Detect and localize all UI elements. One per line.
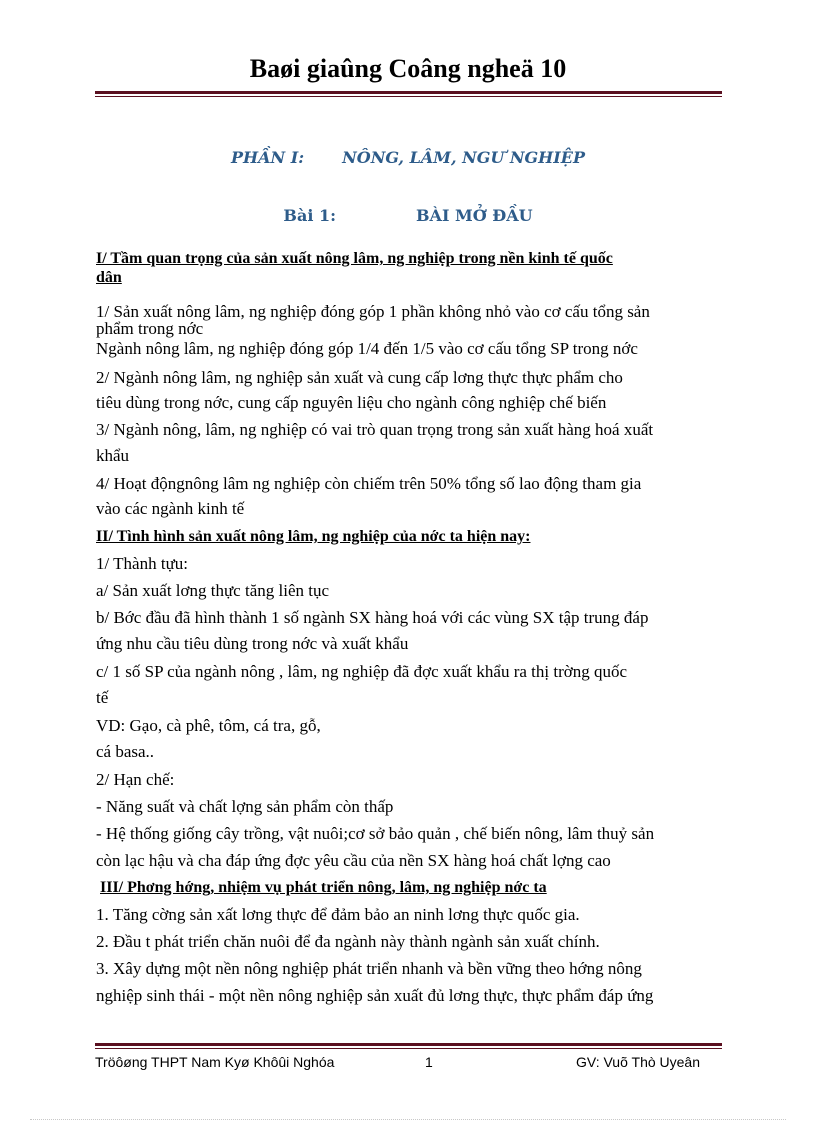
part-heading-title: NÔNG, LÂM, NGƯ NGHIỆP bbox=[342, 148, 586, 167]
section-heading: II/ Tình hình sản xuất nông lâm, ng nghiệp của nớc ta hiện nay: bbox=[96, 528, 531, 545]
section-heading-cont: dân bbox=[96, 269, 122, 286]
body-line: phẩm trong nớc bbox=[96, 319, 204, 338]
footer-rule-thick bbox=[95, 1043, 722, 1046]
lesson-heading-label: Bài 1: bbox=[283, 206, 336, 225]
body-line: cá basa.. bbox=[96, 742, 155, 761]
header-rule-thin bbox=[95, 96, 722, 97]
footer-teacher: GV: Vuõ Thò Uyeân bbox=[576, 1054, 700, 1070]
body-line: c/ 1 số SP của ngành nông , lâm, ng nghiệp đã đợc xuất khẩu ra thị trờng quốc bbox=[96, 662, 628, 681]
body-line: 2/ Hạn chế: bbox=[96, 770, 175, 789]
page-bottom-dotted-border bbox=[30, 1119, 786, 1120]
section-heading: I/ Tầm quan trọng của sản xuất nông lâm, ng nghiệp trong nền kinh tế quốc bbox=[96, 250, 613, 267]
page-header-title: Baøi giaûng Coâng ngheä 10 bbox=[249, 54, 567, 83]
body-line: tiêu dùng trong nớc, cung cấp nguyên liệu cho ngành công nghiệp chế biến bbox=[96, 393, 607, 412]
body-line: 1/ Sản xuất nông lâm, ng nghiệp đóng góp 1 phần không nhỏ vào cơ cấu tổng sản bbox=[96, 302, 650, 321]
body-line: Ngành nông lâm, ng nghiệp đóng góp 1/4 đến 1/5 vào cơ cấu tổng SP trong nớc bbox=[96, 339, 638, 358]
body-line: nghiệp sinh thái - một nền nông nghiệp sản xuất đủ lơng thực, thực phẩm đáp ứng bbox=[96, 986, 654, 1005]
body-line: vào các ngành kinh tế bbox=[96, 499, 245, 518]
body-line: còn lạc hậu và cha đáp ứng đợc yêu cầu của nền SX hàng hoá chất lợng cao bbox=[96, 851, 611, 870]
part-heading-label: PHẦN I: bbox=[230, 148, 305, 167]
footer-school: Tröôøng THPT Nam Kyø Khôûi Nghóa bbox=[95, 1054, 335, 1070]
footer-page-number: 1 bbox=[425, 1054, 433, 1070]
body-line: 2. Đầu t phát triển chăn nuôi để đa ngành này thành ngành sản xuất chính. bbox=[96, 932, 600, 951]
lesson-heading-title: BÀI MỞ ĐẦU bbox=[416, 206, 533, 225]
body-line: - Hệ thống giống cây trồng, vật nuôi;cơ sở bảo quản , chế biến nông, lâm thuỷ sản bbox=[96, 824, 655, 843]
body-line: 1/ Thành tựu: bbox=[96, 554, 189, 573]
section-heading: III/ Phơng hớng, nhiệm vụ phát triển nông, lâm, ng nghiệp nớc ta bbox=[100, 879, 547, 896]
body-line: 2/ Ngành nông lâm, ng nghiệp sản xuất và cung cấp lơng thực thực phẩm cho bbox=[96, 368, 623, 387]
body-line: khẩu bbox=[96, 446, 130, 465]
footer-rule-thin bbox=[95, 1048, 722, 1049]
part-heading bbox=[0, 148, 816, 167]
body-line: 4/ Hoạt độngnông lâm ng nghiệp còn chiếm trên 50% tổng số lao động tham gia bbox=[96, 474, 642, 493]
page-footer bbox=[95, 1054, 722, 1074]
body-line: tế bbox=[96, 688, 109, 707]
body-line: - Năng suất và chất lợng sản phẩm còn thấp bbox=[96, 797, 394, 816]
body-line: ứng nhu cầu tiêu dùng trong nớc và xuất khẩu bbox=[96, 634, 409, 653]
body-line: VD: Gạo, cà phê, tôm, cá tra, gỗ, bbox=[96, 716, 321, 735]
lesson-heading bbox=[0, 206, 816, 225]
body-line: 3. Xây dựng một nền nông nghiệp phát triển nhanh và bền vững theo hớng nông bbox=[96, 959, 642, 978]
body-line: 1. Tăng cờng sản xất lơng thực để đảm bảo an ninh lơng thực quốc gia. bbox=[96, 905, 580, 924]
body-line: b/ Bớc đầu đã hình thành 1 số ngành SX hàng hoá với các vùng SX tập trung đáp bbox=[96, 608, 649, 627]
body-line: a/ Sản xuất lơng thực tăng liên tục bbox=[96, 581, 330, 600]
body-line: 3/ Ngành nông, lâm, ng nghiệp có vai trò quan trọng trong sản xuất hàng hoá xuất bbox=[96, 420, 654, 439]
header-rule-thick bbox=[95, 91, 722, 94]
